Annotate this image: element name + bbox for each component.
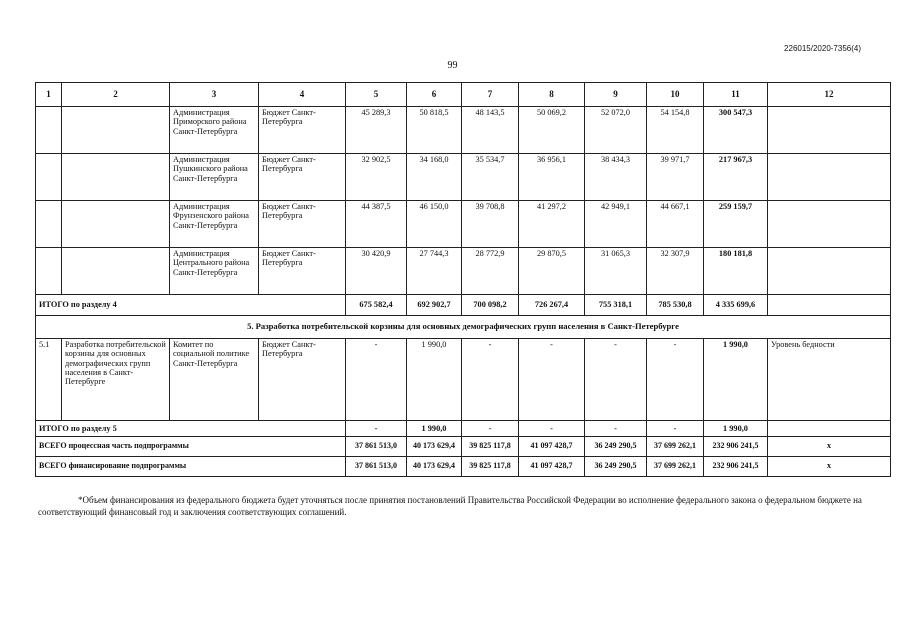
section-title: 5. Разработка потребительской корзины для основных демографических групп населения в Санкт-Петербурге bbox=[36, 316, 891, 339]
row-total: 180 181,8 bbox=[704, 248, 768, 295]
year-value: 30 420,9 bbox=[346, 248, 407, 295]
footnote: *Объем финансирования из федерального бюджета будет уточняться после принятия постановлений Правительства Российской Федерации во исполнение федерального закона о федеральном бюджете на соответствующий финансовый год и заключения соответствующих соглашений. bbox=[38, 495, 862, 518]
funding-source: Бюджет Санкт-Петербурга bbox=[259, 107, 346, 154]
table-row bbox=[36, 154, 891, 201]
column-header: 5 bbox=[346, 83, 407, 107]
row-number bbox=[36, 201, 62, 248]
table-header-row bbox=[36, 83, 891, 107]
executor: Администрация Пушкинского района Санкт-Петербурга bbox=[170, 154, 259, 201]
total-value: 41 097 428,7 bbox=[519, 437, 585, 457]
document-id: 226015/2020-7356(4) bbox=[784, 44, 861, 53]
total-value: 37 699 262,1 bbox=[647, 457, 704, 477]
column-header: 4 bbox=[259, 83, 346, 107]
total-label: ВСЕГО финансирование подпрограммы bbox=[36, 457, 346, 477]
indicator: Уровень бедности bbox=[768, 339, 891, 421]
year-value: 46 150,0 bbox=[407, 201, 462, 248]
total-value: 700 098,2 bbox=[462, 295, 519, 316]
activity-name bbox=[62, 154, 170, 201]
year-value: 42 949,1 bbox=[585, 201, 647, 248]
total-value: 785 530,8 bbox=[647, 295, 704, 316]
column-header: 7 bbox=[462, 83, 519, 107]
column-header: 6 bbox=[407, 83, 462, 107]
table-row bbox=[36, 201, 891, 248]
year-value: - bbox=[346, 339, 407, 421]
row-number: 5.1 bbox=[36, 339, 62, 421]
total-value: 40 173 629,4 bbox=[407, 457, 462, 477]
note-cell: х bbox=[768, 457, 891, 477]
total-value: 4 335 699,6 bbox=[704, 295, 768, 316]
empty-cell bbox=[768, 421, 891, 437]
year-value: 34 168,0 bbox=[407, 154, 462, 201]
indicator bbox=[768, 248, 891, 295]
executor: Комитет по социальной политике Санкт-Петербурга bbox=[170, 339, 259, 421]
year-value: 38 434,3 bbox=[585, 154, 647, 201]
total-value: 1 990,0 bbox=[704, 421, 768, 437]
row-total: 259 159,7 bbox=[704, 201, 768, 248]
section5-title-row bbox=[36, 316, 891, 339]
year-value: 31 065,3 bbox=[585, 248, 647, 295]
total-value: 37 861 513,0 bbox=[346, 457, 407, 477]
total-label: ИТОГО по разделу 4 bbox=[36, 295, 346, 316]
total-value: - bbox=[346, 421, 407, 437]
total-value: 675 582,4 bbox=[346, 295, 407, 316]
year-value: 45 289,3 bbox=[346, 107, 407, 154]
year-value: 48 143,5 bbox=[462, 107, 519, 154]
row-total: 217 967,3 bbox=[704, 154, 768, 201]
total-label: ВСЕГО процессная часть подпрограммы bbox=[36, 437, 346, 457]
total-value: 40 173 629,4 bbox=[407, 437, 462, 457]
year-value: 1 990,0 bbox=[407, 339, 462, 421]
column-header: 1 bbox=[36, 83, 62, 107]
total-value: 41 097 428,7 bbox=[519, 457, 585, 477]
year-value: 50 069,2 bbox=[519, 107, 585, 154]
total-value: 726 267,4 bbox=[519, 295, 585, 316]
total-value: 37 861 513,0 bbox=[346, 437, 407, 457]
total-value: - bbox=[519, 421, 585, 437]
total-value: 36 249 290,5 bbox=[585, 457, 647, 477]
total-value: - bbox=[647, 421, 704, 437]
total-section5-row bbox=[36, 421, 891, 437]
funding-source: Бюджет Санкт-Петербурга bbox=[259, 339, 346, 421]
total-process-row bbox=[36, 437, 891, 457]
year-value: 54 154,8 bbox=[647, 107, 704, 154]
total-value: 36 249 290,5 bbox=[585, 437, 647, 457]
note-cell: х bbox=[768, 437, 891, 457]
column-header: 12 bbox=[768, 83, 891, 107]
total-value: 39 825 117,8 bbox=[462, 437, 519, 457]
indicator bbox=[768, 201, 891, 248]
table-row bbox=[36, 248, 891, 295]
year-value: 32 902,5 bbox=[346, 154, 407, 201]
year-value: - bbox=[647, 339, 704, 421]
funding-source: Бюджет Санкт-Петербурга bbox=[259, 248, 346, 295]
year-value: 32 307,9 bbox=[647, 248, 704, 295]
total-section4-row bbox=[36, 295, 891, 316]
year-value: 35 534,7 bbox=[462, 154, 519, 201]
total-financing-row bbox=[36, 457, 891, 477]
column-header: 3 bbox=[170, 83, 259, 107]
row-number bbox=[36, 248, 62, 295]
year-value: 28 772,9 bbox=[462, 248, 519, 295]
row-total: 300 547,3 bbox=[704, 107, 768, 154]
executor: Администрация Фрунзенского района Санкт-Петербурга bbox=[170, 201, 259, 248]
funding-source: Бюджет Санкт-Петербурга bbox=[259, 201, 346, 248]
total-value: 232 906 241,5 bbox=[704, 457, 768, 477]
year-value: 50 818,5 bbox=[407, 107, 462, 154]
indicator bbox=[768, 107, 891, 154]
row-5-1 bbox=[36, 339, 891, 421]
total-value: 232 906 241,5 bbox=[704, 437, 768, 457]
total-value: 39 825 117,8 bbox=[462, 457, 519, 477]
total-value: 37 699 262,1 bbox=[647, 437, 704, 457]
total-value: - bbox=[585, 421, 647, 437]
year-value: 44 667,1 bbox=[647, 201, 704, 248]
executor: Администрация Приморского района Санкт-Петербурга bbox=[170, 107, 259, 154]
year-value: 36 956,1 bbox=[519, 154, 585, 201]
year-value: 29 870,5 bbox=[519, 248, 585, 295]
column-header: 2 bbox=[62, 83, 170, 107]
total-value: 692 902,7 bbox=[407, 295, 462, 316]
total-value: 755 318,1 bbox=[585, 295, 647, 316]
total-label: ИТОГО по разделу 5 bbox=[36, 421, 346, 437]
row-number bbox=[36, 107, 62, 154]
year-value: - bbox=[519, 339, 585, 421]
column-header: 9 bbox=[585, 83, 647, 107]
executor: Администрация Центрального района Санкт-Петербурга bbox=[170, 248, 259, 295]
activity-name bbox=[62, 107, 170, 154]
funding-source: Бюджет Санкт-Петербурга bbox=[259, 154, 346, 201]
total-value: 1 990,0 bbox=[407, 421, 462, 437]
year-value: 39 971,7 bbox=[647, 154, 704, 201]
activity-name bbox=[62, 248, 170, 295]
indicator bbox=[768, 154, 891, 201]
year-value: - bbox=[462, 339, 519, 421]
financing-table bbox=[35, 82, 891, 477]
page-number: 99 bbox=[447, 60, 458, 71]
empty-cell bbox=[768, 295, 891, 316]
year-value: 52 072,0 bbox=[585, 107, 647, 154]
year-value: 39 708,8 bbox=[462, 201, 519, 248]
column-header: 11 bbox=[704, 83, 768, 107]
year-value: 41 297,2 bbox=[519, 201, 585, 248]
column-header: 10 bbox=[647, 83, 704, 107]
year-value: 44 387,5 bbox=[346, 201, 407, 248]
row-total: 1 990,0 bbox=[704, 339, 768, 421]
column-header: 8 bbox=[519, 83, 585, 107]
row-number bbox=[36, 154, 62, 201]
table-row bbox=[36, 107, 891, 154]
activity-name: Разработка потребительской корзины для основных демографических групп населения в Санкт-Петербурге bbox=[62, 339, 170, 421]
activity-name bbox=[62, 201, 170, 248]
year-value: 27 744,3 bbox=[407, 248, 462, 295]
year-value: - bbox=[585, 339, 647, 421]
total-value: - bbox=[462, 421, 519, 437]
